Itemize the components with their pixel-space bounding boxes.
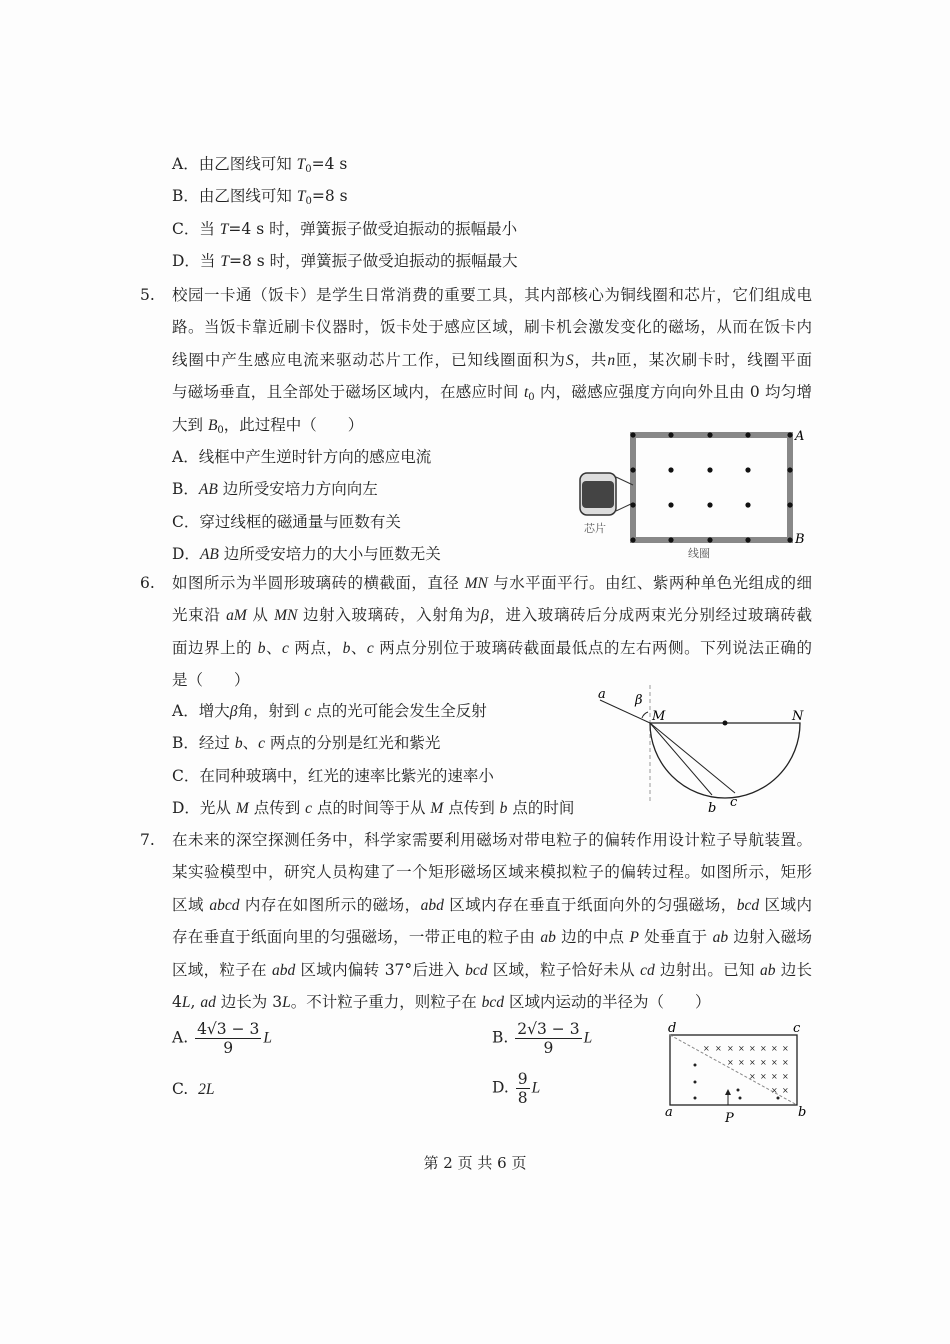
svg-text:a: a bbox=[665, 1105, 673, 1120]
text-segment: 线圈中产生感应电流来驱动芯片工作，已知线圈面积为 bbox=[172, 350, 566, 369]
text-segment: ad bbox=[200, 993, 216, 1011]
field-cross: × bbox=[760, 1072, 767, 1081]
text-segment: 边的中点 bbox=[555, 928, 630, 947]
text-segment: S bbox=[565, 351, 574, 369]
svg-text:P: P bbox=[725, 1111, 734, 1126]
text-segment: MN bbox=[464, 575, 488, 592]
q5-coil-figure bbox=[570, 425, 810, 565]
text-segment: 点传到 bbox=[443, 799, 500, 818]
svg-text:b: b bbox=[798, 1105, 807, 1120]
text-segment: 存在垂直于纸面向里的匀强磁场，一带正电的粒子由 bbox=[172, 928, 541, 947]
text-line bbox=[172, 376, 812, 408]
q5-stem bbox=[140, 279, 812, 441]
text-segment: T bbox=[296, 188, 306, 206]
text-segment: ab bbox=[712, 929, 729, 947]
text-segment: 大到 bbox=[172, 415, 208, 434]
text-segment: =8 s 时，弹簧振子做受迫振动的振幅最大 bbox=[228, 252, 518, 271]
text-line bbox=[172, 344, 812, 376]
question-number: 6. bbox=[140, 574, 155, 592]
field-dot bbox=[707, 467, 712, 472]
field-cross: × bbox=[738, 1058, 745, 1067]
field-dot bbox=[745, 467, 750, 472]
text-line bbox=[172, 148, 812, 180]
coil-frame bbox=[633, 435, 790, 540]
text-segment: cd bbox=[640, 961, 655, 979]
field-dot bbox=[745, 537, 750, 542]
text-segment: 点的光可能会发生全反射 bbox=[311, 702, 487, 720]
text-segment: 从 bbox=[246, 606, 275, 625]
field-cross: × bbox=[771, 1044, 778, 1053]
field-dot bbox=[787, 537, 792, 542]
text-segment: B．由乙图线可知 bbox=[172, 187, 297, 206]
field-cross: × bbox=[703, 1044, 710, 1053]
page-footer: 第 2 页 共 6 页 bbox=[423, 1154, 527, 1172]
field-cross: × bbox=[782, 1058, 789, 1067]
text-segment: 0 bbox=[528, 392, 535, 404]
field-dot bbox=[668, 432, 673, 437]
question-number: 5. bbox=[140, 286, 155, 304]
text-segment: 如图所示为半圆形玻璃砖的横截面，直径 bbox=[172, 574, 465, 592]
text-segment: T bbox=[296, 156, 306, 173]
field-dot bbox=[668, 467, 673, 472]
text-segment: bcd bbox=[481, 993, 505, 1011]
text-segment: 区域内 bbox=[759, 895, 812, 914]
text-line bbox=[172, 311, 812, 343]
text-segment: c bbox=[305, 800, 313, 818]
field-cross: × bbox=[782, 1072, 789, 1081]
text-segment: bcd bbox=[465, 961, 488, 979]
q7-option-a: A. $\frac{4√3 - 3}{9}$ L bbox=[172, 1020, 272, 1057]
text-segment: c bbox=[366, 639, 374, 657]
text-segment: β bbox=[229, 703, 238, 720]
text-segment: c bbox=[304, 703, 312, 720]
field-cross: × bbox=[749, 1072, 756, 1081]
text-segment: C．穿过线框的磁通量与匝数有关 bbox=[172, 512, 401, 531]
text-segment: 边射入磁场 bbox=[728, 928, 812, 947]
ray-c bbox=[650, 723, 735, 793]
text-segment: 、 bbox=[242, 734, 259, 753]
field-dot bbox=[668, 502, 673, 507]
field-cross: × bbox=[782, 1086, 789, 1095]
text-segment: 区域内存在垂直于纸面向外的匀强磁场， bbox=[443, 895, 737, 914]
text-segment: b bbox=[499, 800, 508, 818]
text-segment: 两点， bbox=[288, 638, 343, 657]
text-segment: t bbox=[523, 384, 529, 402]
text-segment: A．线框中产生逆时针方向的感应电流 bbox=[172, 448, 432, 466]
text-segment: 4 bbox=[172, 992, 182, 1011]
svg-text:N: N bbox=[792, 709, 804, 724]
text-segment: 区域内运动的半径为（ ） bbox=[504, 992, 711, 1011]
semicircle bbox=[650, 723, 800, 798]
text-segment: 与水平面平行。由红、紫两种单色光组成的细 bbox=[487, 574, 812, 592]
text-segment: 0 bbox=[217, 424, 224, 436]
text-segment: abcd bbox=[209, 896, 240, 914]
text-segment: B．经过 bbox=[172, 734, 235, 753]
q7-option-d: D. $\frac{9}{8}$ L bbox=[492, 1070, 541, 1107]
text-segment: 路。当饭卡靠近刷卡仪器时，饭卡处于感应区域，刷卡机会激发变化的磁场，从而在饭卡内 bbox=[172, 318, 812, 337]
text-segment: L bbox=[282, 993, 291, 1011]
q6-stem bbox=[140, 567, 812, 697]
text-line bbox=[172, 245, 812, 277]
text-segment: aM bbox=[226, 607, 247, 625]
field-cross: × bbox=[760, 1058, 767, 1067]
text-line bbox=[172, 180, 812, 212]
text-line bbox=[172, 213, 812, 245]
text-segment: =4 s bbox=[311, 155, 348, 173]
text-segment: 匝，某次刷卡时，线圈平面 bbox=[615, 350, 812, 369]
svg-text:d: d bbox=[668, 1021, 677, 1036]
text-segment: b bbox=[342, 639, 351, 657]
text-segment: ab bbox=[540, 929, 556, 947]
question-number: 7. bbox=[140, 831, 155, 849]
text-segment: ，进入玻璃砖后分成两束光分别经过玻璃砖截 bbox=[488, 606, 812, 625]
text-segment: 在未来的深空探测任务中，科学家需要利用磁场对带电粒子的偏转作用设计粒子导航装置。 bbox=[172, 831, 812, 849]
text-segment: 边长 bbox=[780, 960, 812, 979]
text-line bbox=[172, 567, 812, 599]
field-dot bbox=[668, 537, 673, 542]
svg-text:a: a bbox=[598, 687, 606, 702]
text-segment: abd bbox=[420, 896, 444, 914]
text-segment: 、 bbox=[350, 638, 367, 657]
text-segment: A．增大 bbox=[172, 702, 230, 720]
text-segment: 点的时间 bbox=[507, 799, 575, 818]
text-segment: b bbox=[234, 735, 243, 753]
text-segment: 区域，粒子在 bbox=[172, 960, 273, 979]
text-segment: T bbox=[219, 220, 229, 238]
text-segment: T bbox=[220, 253, 229, 271]
text-segment: A．由乙图线可知 bbox=[172, 155, 297, 173]
field-cross: × bbox=[727, 1058, 734, 1067]
text-segment: c bbox=[282, 639, 289, 657]
field-cross: × bbox=[771, 1086, 778, 1095]
text-segment: MN bbox=[274, 607, 298, 625]
text-segment: M bbox=[430, 800, 444, 818]
label-b: B bbox=[795, 532, 805, 547]
text-segment: 面边界上的 bbox=[172, 638, 258, 657]
text-segment: 某实验模型中，研究人员构建了一个矩形磁场区域来模拟粒子的偏转过程。如图所示，矩形 bbox=[172, 863, 812, 882]
chip-label: 芯片 bbox=[584, 522, 606, 535]
field-dot bbox=[777, 1097, 780, 1100]
field-dot bbox=[737, 1089, 740, 1092]
text-segment: =4 s 时，弹簧振子做受迫振动的振幅最小 bbox=[228, 219, 518, 238]
text-segment: 。不计粒子重力，则粒子在 bbox=[290, 992, 482, 1011]
text-segment: 区域内偏转 37°后进入 bbox=[295, 960, 466, 979]
text-segment: β bbox=[480, 607, 489, 625]
q6-glass-figure bbox=[590, 680, 820, 820]
q7-option-b: B. $\frac{2√3 - 3}{9}$ L bbox=[492, 1020, 593, 1057]
text-segment: P bbox=[629, 929, 639, 947]
text-segment: C．当 bbox=[172, 219, 220, 238]
text-segment: 校园一卡通（饭卡）是学生日常消费的重要工具，其内部核心为铜线圈和芯片，它们组成电 bbox=[172, 286, 812, 304]
field-dot bbox=[745, 502, 750, 507]
text-segment: 0 bbox=[305, 196, 312, 208]
field-dot bbox=[707, 432, 712, 437]
text-segment: B bbox=[207, 416, 218, 434]
q7-stem bbox=[140, 824, 812, 1018]
text-segment: abd bbox=[272, 961, 296, 979]
svg-text:b: b bbox=[708, 801, 717, 816]
text-segment: D．当 bbox=[172, 252, 221, 271]
text-segment: 点传到 bbox=[248, 799, 306, 818]
field-dot bbox=[787, 502, 792, 507]
label-a: A bbox=[795, 429, 805, 444]
field-dot bbox=[630, 502, 635, 507]
svg-text:M: M bbox=[652, 709, 666, 724]
text-segment: L bbox=[181, 993, 191, 1011]
text-segment: B． bbox=[172, 480, 199, 499]
text-segment: 两点分别位于玻璃砖截面最低点的左右两侧。下列说法正确的 bbox=[373, 638, 812, 657]
text-segment: ，共 bbox=[573, 350, 608, 369]
text-segment: 边长为 3 bbox=[215, 992, 283, 1011]
text-segment: D． bbox=[172, 545, 200, 564]
field-cross: × bbox=[771, 1072, 778, 1081]
field-dot bbox=[707, 502, 712, 507]
field-dot bbox=[707, 537, 712, 542]
field-dot bbox=[694, 1081, 697, 1084]
text-segment: 两点的分别是红光和紫光 bbox=[264, 734, 441, 753]
field-cross: × bbox=[727, 1044, 734, 1053]
text-segment: 光束沿 bbox=[172, 606, 227, 625]
field-cross: × bbox=[738, 1044, 745, 1053]
q7-field-figure bbox=[660, 1020, 810, 1130]
text-segment: 是（ ） bbox=[172, 671, 250, 690]
coil-label: 线圈 bbox=[688, 547, 710, 560]
text-segment: M bbox=[235, 800, 249, 818]
text-segment: 、 bbox=[265, 638, 283, 657]
text-segment: 边射出。已知 bbox=[654, 960, 760, 979]
text-segment: AB bbox=[199, 546, 219, 564]
field-dot bbox=[787, 467, 792, 472]
q4-options bbox=[172, 148, 812, 278]
text-segment: 区域，粒子恰好未从 bbox=[487, 960, 641, 979]
text-line bbox=[172, 921, 812, 953]
text-segment: 0 bbox=[305, 164, 312, 175]
field-dot bbox=[630, 467, 635, 472]
text-line bbox=[172, 279, 812, 311]
field-cross: × bbox=[771, 1058, 778, 1067]
svg-text:c: c bbox=[730, 795, 738, 810]
text-segment: c bbox=[258, 735, 265, 753]
field-dot bbox=[787, 432, 792, 437]
text-segment: D．光从 bbox=[172, 799, 236, 818]
field-dot bbox=[745, 432, 750, 437]
field-cross: × bbox=[760, 1044, 767, 1053]
text-segment: =8 s bbox=[311, 187, 348, 206]
text-segment: C．在同种玻璃中，红光的速率比紫光的速率小 bbox=[172, 766, 494, 785]
text-segment: 角，射到 bbox=[237, 702, 305, 720]
text-line bbox=[172, 856, 812, 888]
field-dot bbox=[694, 1064, 697, 1067]
text-segment: 边所受安培力的大小与匝数无关 bbox=[218, 545, 441, 564]
field-dot bbox=[739, 1097, 742, 1100]
text-segment: 边射入玻璃砖，入射角为 bbox=[297, 606, 481, 625]
text-line bbox=[172, 824, 812, 856]
field-cross: × bbox=[749, 1058, 756, 1067]
svg-text:β: β bbox=[635, 693, 643, 708]
text-segment: 与磁场垂直，且全部处于磁场区域内，在感应时间 bbox=[172, 383, 524, 402]
text-segment: 内存在如图所示的磁场， bbox=[239, 895, 421, 914]
text-line bbox=[172, 986, 812, 1018]
text-segment: 边所受安培力方向向左 bbox=[217, 480, 378, 499]
field-cross: × bbox=[715, 1044, 722, 1053]
field-dot bbox=[694, 1097, 697, 1100]
q7-option-c: C. 2L bbox=[172, 1080, 215, 1098]
svg-text:c: c bbox=[793, 1021, 801, 1036]
text-segment: AB bbox=[198, 481, 218, 499]
text-segment: 点的时间等于从 bbox=[312, 799, 431, 818]
text-line bbox=[172, 889, 812, 921]
field-cross: × bbox=[749, 1044, 756, 1053]
field-dot bbox=[630, 432, 635, 437]
text-segment: bcd bbox=[736, 896, 760, 914]
text-segment: n bbox=[607, 351, 616, 369]
text-line bbox=[172, 954, 812, 986]
text-segment: b bbox=[257, 639, 266, 657]
text-line bbox=[172, 632, 812, 664]
field-cross: × bbox=[782, 1044, 789, 1053]
text-segment: ab bbox=[759, 961, 776, 979]
text-segment: , bbox=[190, 992, 201, 1011]
text-segment: 内，磁感应强度方向向外且由 0 均匀增 bbox=[534, 383, 812, 402]
text-line bbox=[172, 599, 812, 631]
text-segment: 处垂直于 bbox=[639, 928, 713, 947]
field-dot bbox=[630, 537, 635, 542]
text-segment: 区域 bbox=[172, 895, 210, 914]
text-segment: ，此过程中（ ） bbox=[223, 415, 364, 434]
